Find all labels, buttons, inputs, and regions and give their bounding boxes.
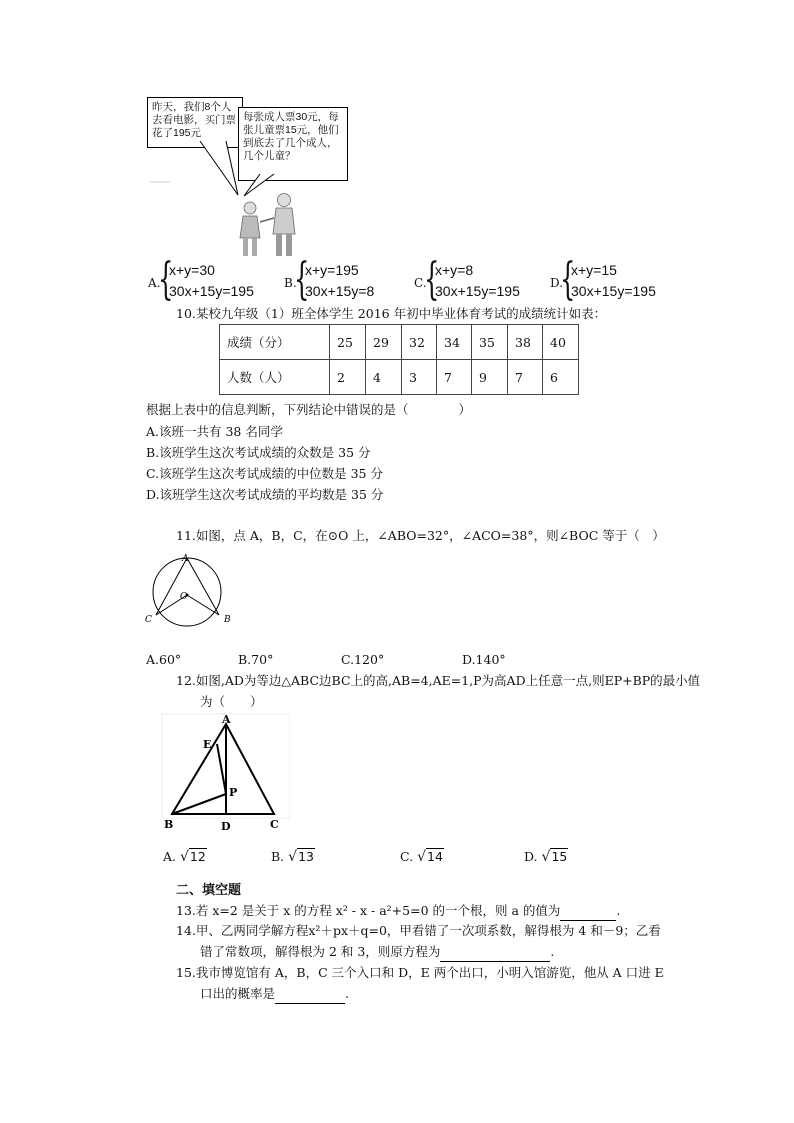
table-cell: 3	[402, 360, 437, 395]
point-label-p: P	[229, 786, 238, 799]
table-cell: 7	[437, 360, 472, 395]
q15-blank[interactable]	[275, 985, 345, 1004]
q11-circle-figure	[144, 553, 240, 629]
q14-line2: 错了常数项，解得根为 2 和 3，则原方程为 .	[200, 943, 554, 962]
point-label-a: A	[222, 713, 231, 726]
table-cell: 35	[472, 325, 508, 360]
q9-option-d: D. { x+y=15 30x+15y=195	[550, 254, 656, 305]
q12-option-b: B. √13	[271, 849, 314, 865]
q10-option-d: D.该班学生这次考试成绩的平均数是 35 分	[146, 487, 384, 502]
table-row	[220, 360, 579, 395]
q12-stem-line1: 12.如图,AD为等边△ABC边BC上的高,AB=4,AE=1,P为高AD上任意一点,则EP+BP的最小值	[176, 673, 701, 688]
q12-option-a: A. √12	[163, 849, 206, 865]
q9-option-c: C. { x+y=8 30x+15y=195	[414, 254, 520, 305]
q11-option-a: A.60°	[146, 652, 182, 667]
table-cell: 25	[330, 325, 366, 360]
q15-line2: 口出的概率是 .	[200, 985, 349, 1004]
point-label-b: B	[164, 818, 174, 831]
speech-bubble-left: 昨天，我们8个人去看电影，买门票花了195元	[147, 97, 243, 148]
table-header-cell: 人数（人）	[220, 360, 330, 395]
q9-option-b: B. { x+y=195 30x+15y=8	[284, 254, 375, 305]
table-header-cell: 成绩（分）	[220, 325, 330, 360]
q13-blank[interactable]	[560, 902, 616, 921]
section-heading: 二、填空题	[176, 883, 242, 898]
q12-stem-line2: 为（ ）	[200, 694, 263, 709]
point-label-c: C	[270, 818, 279, 831]
q14-line1: 14.甲、乙两同学解方程x²＋px＋q=0，甲看错了一次项系数，解得根为 4 和－9；乙看	[176, 923, 661, 938]
q9-option-a: A. { x+y=30 30x+15y=195	[148, 254, 254, 305]
score-table	[219, 324, 579, 395]
q12-triangle-figure	[160, 712, 290, 834]
table-cell: 32	[402, 325, 437, 360]
q10-option-c: C.该班学生这次考试成绩的中位数是 35 分	[146, 466, 383, 481]
point-label-o: O	[180, 592, 188, 602]
table-cell: 7	[508, 360, 543, 395]
q12-option-d: D. √15	[524, 849, 568, 865]
q13-text: 13.若 x=2 是关于 x 的方程 x² - x - a²+5=0 的一个根，则 a 的值为 .	[176, 902, 620, 921]
table-cell: 2	[330, 360, 366, 395]
table-cell: 6	[543, 360, 579, 395]
point-label-b: B	[224, 615, 231, 625]
table-cell: 29	[366, 325, 402, 360]
q10-option-a: A.该班一共有 38 名同学	[146, 424, 283, 439]
q14-blank[interactable]	[440, 943, 550, 962]
q11-option-c: C.120°	[341, 652, 385, 667]
point-label-d: D	[221, 820, 231, 833]
table-row	[220, 325, 579, 360]
cartoon-illustration	[140, 90, 350, 260]
q10-question: 根据上表中的信息判断，下列结论中错误的是（ ）	[146, 402, 472, 417]
q11-stem: 11.如图，点 A，B，C，在⊙O 上，∠ABO=32°，∠ACO=38°，则∠BOC 等于（ ）	[176, 528, 665, 543]
speech-bubble-right: 每张成人票30元，每张儿童票15元，他们到底去了几个成人，几个儿童？	[238, 107, 348, 181]
q15-line1: 15.我市博览馆有 A，B，C 三个入口和 D，E 两个出口，小明入馆游览，他从 A 口进 E	[176, 965, 664, 980]
point-label-a: A	[182, 554, 189, 564]
table-cell: 4	[366, 360, 402, 395]
point-label-e: E	[203, 738, 212, 751]
q11-option-d: D.140°	[462, 652, 506, 667]
q11-option-b: B.70°	[238, 652, 274, 667]
table-cell: 9	[472, 360, 508, 395]
q10-option-b: B.该班学生这次考试成绩的众数是 35 分	[146, 445, 371, 460]
table-cell: 34	[437, 325, 472, 360]
point-label-c: C	[145, 615, 152, 625]
table-cell: 38	[508, 325, 543, 360]
table-cell: 40	[543, 325, 579, 360]
q12-option-c: C. √14	[400, 849, 443, 865]
q10-stem: 10.某校九年级（1）班全体学生 2016 年初中毕业体育考试的成绩统计如表：	[176, 306, 607, 321]
